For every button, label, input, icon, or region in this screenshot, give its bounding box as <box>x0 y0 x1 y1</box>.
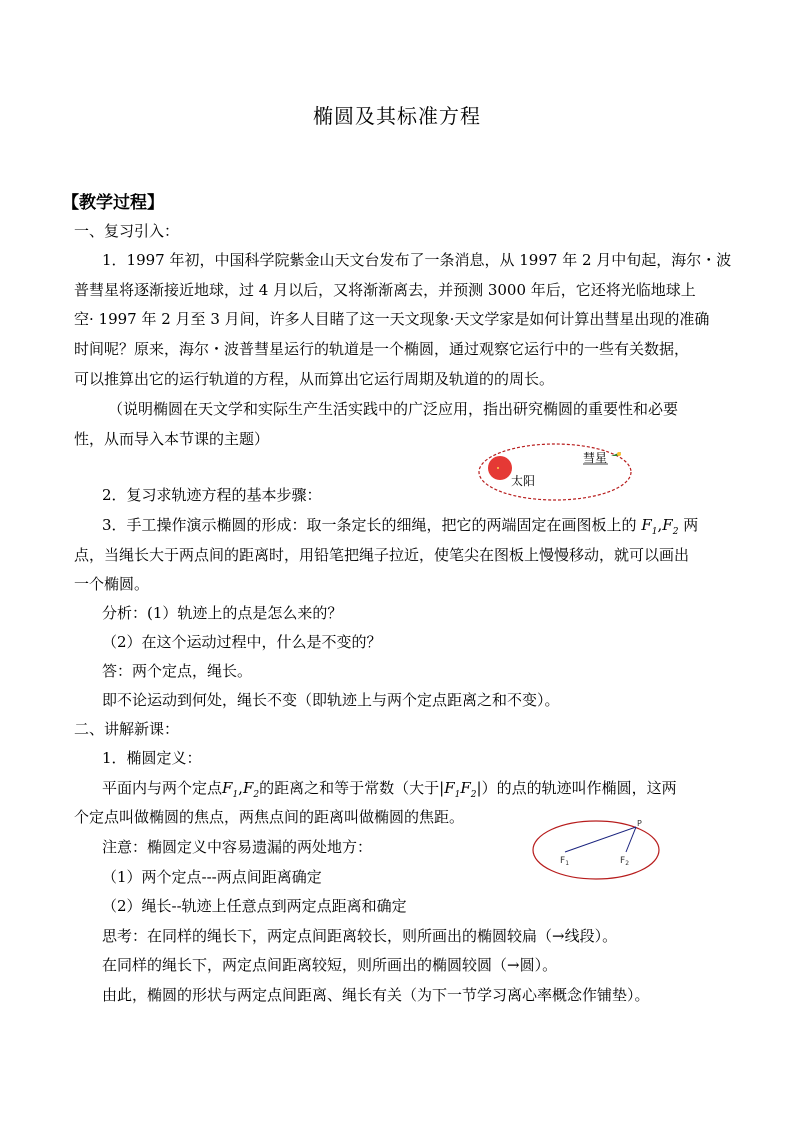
segment-f1-p <box>565 827 636 852</box>
think1: 思考：在同样的绳长下，两定点间距离较长，则所画出的椭圆较扁（→线段）。 <box>102 927 618 945</box>
comet-label: 彗星 <box>583 451 608 465</box>
para1-line5: 可以推算出它的运行轨道的方程，从而算出它运行周期及轨道的的周长。 <box>74 370 555 388</box>
para1-line2: 普彗星将逐渐接近地球，过 4 月以后，又将渐渐离去，并预测 3000 年后，它还将光临地球上 <box>74 281 696 299</box>
point-p-label: P <box>637 819 642 828</box>
comma: , <box>657 516 663 534</box>
section-header: 【教学过程】 <box>62 193 164 213</box>
attention: 注意：椭圆定义中容易遗漏的两处地方： <box>102 838 373 856</box>
comet-orbit-figure <box>475 440 635 504</box>
def-pre: 平面内与两个定点 <box>102 779 223 797</box>
item3-line3: 一个椭圆。 <box>74 575 150 593</box>
def-line1 <box>102 777 677 800</box>
item3-end: 两 <box>683 516 699 534</box>
note-line1: （说明椭圆在天文学和实际生产生活实践中的广泛应用，指出研究椭圆的重要性和必要 <box>108 400 679 418</box>
review-heading: 一、复习引入： <box>74 222 180 240</box>
def-heading: 1．椭圆定义： <box>102 749 202 767</box>
f1-symbol: $F_1$ <box>641 516 658 537</box>
def-mid: 的距离之和等于常数（大于 <box>259 779 440 797</box>
def-f1f2: $F_1F_2$ <box>444 779 477 800</box>
def-f2: $F_2$ <box>242 779 260 800</box>
analysis2: （2）在这个运动过程中，什么是不变的？ <box>102 633 382 651</box>
note-line2: 性，从而导入本节课的主题） <box>74 430 270 448</box>
attention1: （1）两个定点---两点间距离确定 <box>102 868 322 886</box>
sun-circle <box>488 456 512 480</box>
para1-line4: 时间呢？原来，海尔・波普彗星运行的轨道是一个椭圆，通过观察它运行中的一些有关数据， <box>74 340 690 358</box>
def-post: ）的点的轨迹叫作椭圆，这两 <box>481 779 677 797</box>
def-comma: , <box>238 779 243 797</box>
page-title: 椭圆及其标准方程 <box>313 104 481 128</box>
ellipse-definition-figure <box>530 818 662 882</box>
think3: 由此，椭圆的形状与两定点间距离、绳长有关（为下一节学习离心率概念作铺垫）。 <box>102 986 650 1004</box>
item3-text: 3．手工操作演示椭圆的形成：取一条定长的细绳，把它的两端固定在画图板上的 <box>102 516 637 534</box>
abs-close: | <box>476 779 482 797</box>
definition-ellipse <box>533 821 659 879</box>
comet-head <box>617 452 621 456</box>
item3-line1 <box>102 514 698 537</box>
para1-line1: 1．1997 年初，中国科学院紫金山天文台发布了一条消息，从 1997 年 2 月中旬起，海尔・波 <box>102 251 732 269</box>
def-f1: $F_1$ <box>222 779 239 800</box>
item3-line2: 点，当绳长大于两点间的距离时，用铅笔把绳子拉近，使笔尖在图板上慢慢移动，就可以画出 <box>74 546 690 564</box>
def-line2: 个定点叫做椭圆的焦点，两焦点间的距离叫做椭圆的焦距。 <box>74 808 465 826</box>
segment-f2-p <box>626 827 636 852</box>
f2-symbol: $F_2$ <box>662 516 679 537</box>
para1-line3: 空· 1997 年 2 月至 3 月间，许多人目睹了这一天文现象·天文学家是如何计算出彗星出现的准确 <box>74 310 710 328</box>
abs-open: | <box>439 779 445 797</box>
sun-label: 太阳 <box>511 474 536 488</box>
answer: 答：两个定点，绳长。 <box>102 662 253 680</box>
focus-f1-label: $F_1$ <box>560 856 570 867</box>
item2: 2．复习求轨迹方程的基本步骤： <box>102 486 322 504</box>
conclusion: 即不论运动到何处，绳长不变（即轨迹上与两个定点距离之和不变）。 <box>102 691 560 709</box>
analysis1: 分析：(1）轨迹上的点是怎么来的？ <box>102 604 343 622</box>
sun-center-dot <box>497 467 499 469</box>
think2: 在同样的绳长下，两定点间距离较短，则所画出的椭圆较圆（→圆）。 <box>102 956 558 974</box>
attention2: （2）绳长--轨迹上任意点到两定点距离和确定 <box>102 897 407 915</box>
new-heading: 二、讲解新课： <box>74 720 180 738</box>
focus-f2-label: $F_2$ <box>620 856 630 867</box>
